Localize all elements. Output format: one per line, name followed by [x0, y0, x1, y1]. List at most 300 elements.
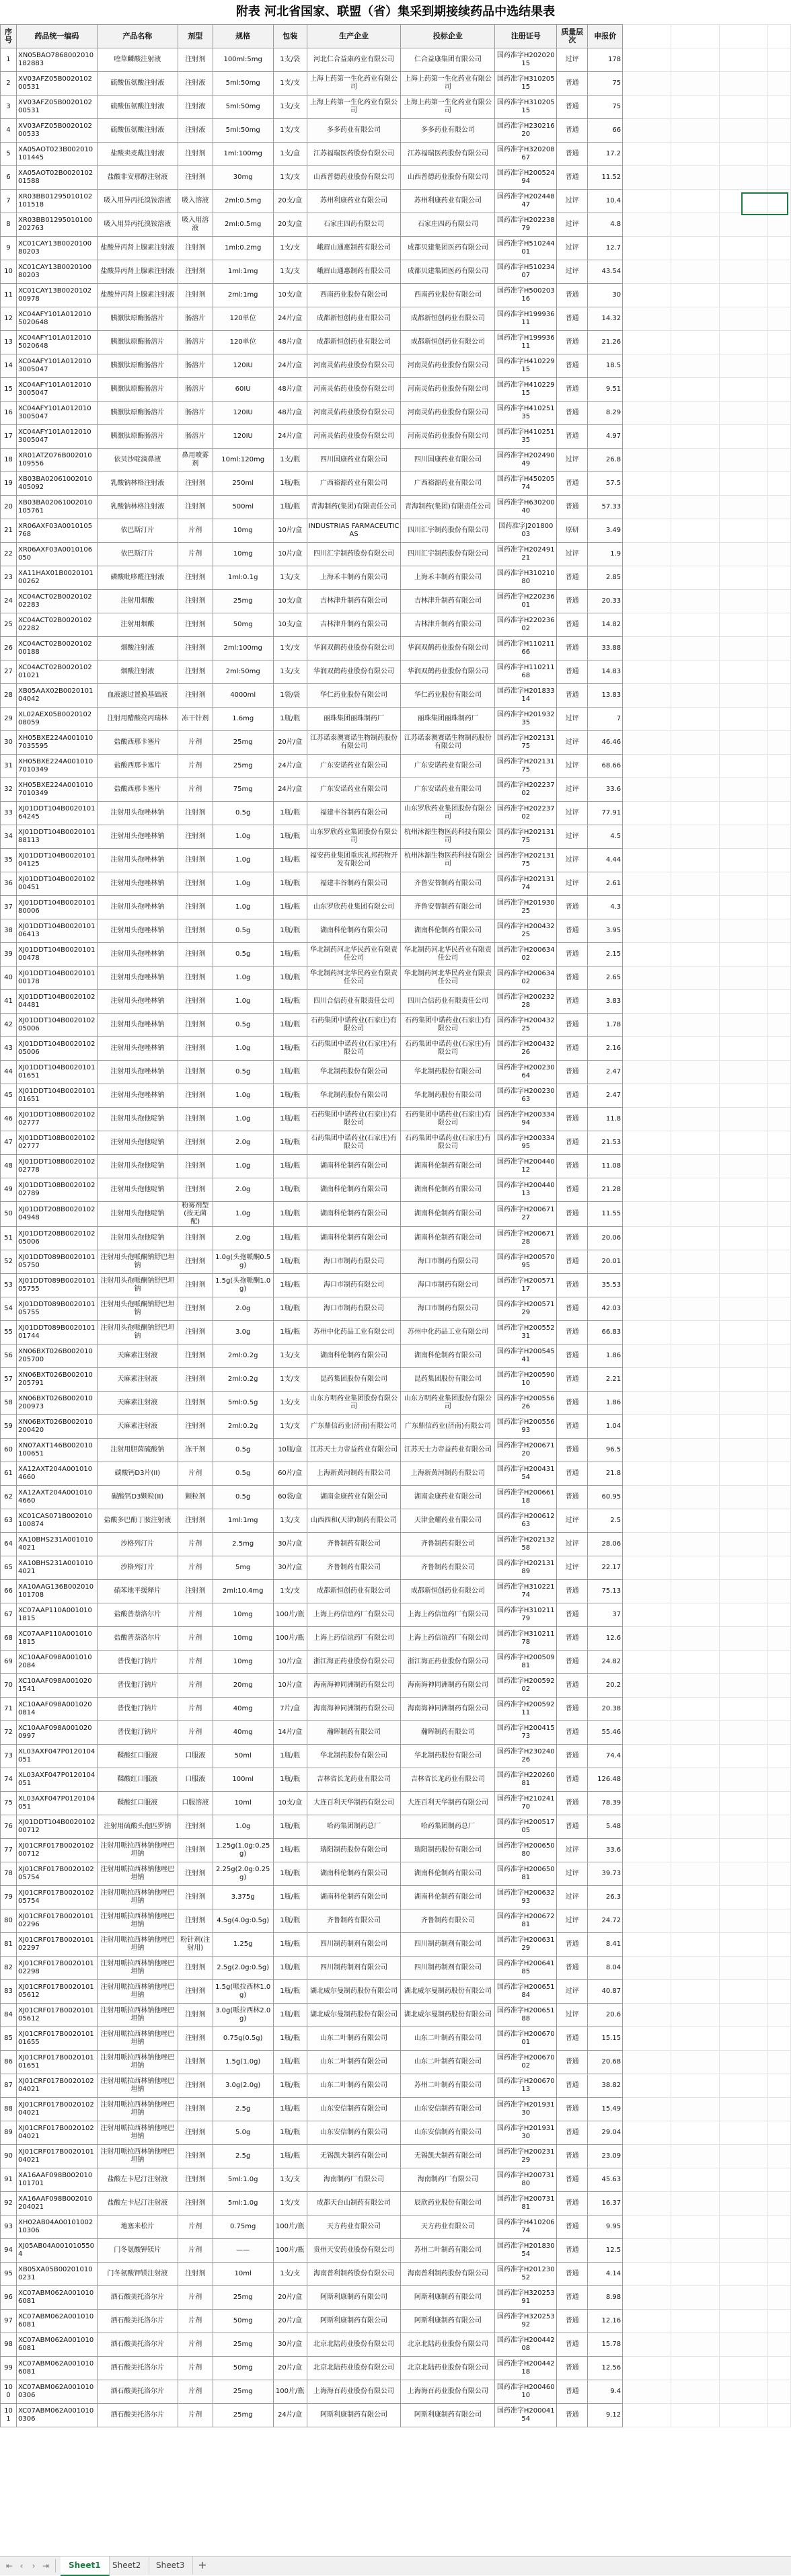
table-cell[interactable]: 11.8	[588, 1108, 623, 1131]
table-cell[interactable]: 国药准字H20043154	[495, 1462, 557, 1486]
empty-cell[interactable]	[767, 119, 790, 143]
empty-cell[interactable]	[719, 1439, 767, 1462]
table-cell[interactable]: 天麻素注射液	[97, 1344, 178, 1368]
table-cell[interactable]: 20片/盒	[273, 2286, 307, 2310]
selected-cell[interactable]	[741, 192, 788, 215]
table-cell[interactable]: 1瓶/瓶	[273, 1084, 307, 1108]
empty-cell[interactable]	[671, 2004, 720, 2027]
empty-cell[interactable]	[623, 72, 671, 96]
table-cell[interactable]: 2.5	[588, 1509, 623, 1533]
table-cell[interactable]: 上海禾丰制药有限公司	[307, 566, 401, 590]
table-cell[interactable]: 4000ml	[213, 684, 273, 708]
table-cell[interactable]: 成都新恒创药业有限公司	[307, 307, 401, 331]
empty-cell[interactable]	[623, 967, 671, 990]
table-cell[interactable]: 1瓶/瓶	[273, 2004, 307, 2027]
empty-cell[interactable]	[719, 2333, 767, 2357]
table-cell[interactable]: 注射剂	[178, 1392, 213, 1415]
table-cell[interactable]: 国药准字H20244847	[495, 190, 557, 213]
table-cell[interactable]: 9.4	[588, 2380, 623, 2404]
table-cell[interactable]: 77	[1, 1839, 17, 1862]
empty-cell[interactable]	[719, 1415, 767, 1439]
table-cell[interactable]: 国药准字H23021620	[495, 119, 557, 143]
empty-cell[interactable]	[623, 1439, 671, 1462]
table-cell[interactable]: 10mg	[213, 1603, 273, 1627]
table-cell[interactable]: 酒石酸美托洛尔片	[97, 2333, 178, 2357]
empty-cell[interactable]	[719, 143, 767, 166]
table-cell[interactable]: 普通	[557, 2051, 588, 2074]
table-cell[interactable]: 2ml:0.5mg	[213, 213, 273, 237]
table-cell[interactable]: 广东安诺药业有限公司	[401, 755, 495, 778]
table-cell[interactable]: 78	[1, 1862, 17, 1886]
table-cell[interactable]: 国药准字H41022915	[495, 378, 557, 402]
table-cell[interactable]: 国药准字H20213189	[495, 1556, 557, 1580]
empty-cell[interactable]	[767, 2357, 790, 2380]
table-cell[interactable]: 14.82	[588, 613, 623, 637]
table-cell[interactable]: XJ01DDT089B002010105750	[16, 1250, 97, 1274]
table-cell[interactable]: 山东二叶制药有限公司	[401, 2027, 495, 2051]
table-cell[interactable]: 44	[1, 1061, 17, 1084]
table-cell[interactable]: 注射剂	[178, 1415, 213, 1439]
table-cell[interactable]: 石药集团中诺药业(石家庄)有限公司	[401, 1108, 495, 1131]
table-cell[interactable]: 注射用烟酸	[97, 613, 178, 637]
table-cell[interactable]: XJ01DDT208B002010205006	[16, 1227, 97, 1250]
empty-cell[interactable]	[767, 613, 790, 637]
table-cell[interactable]: 片剂	[178, 2239, 213, 2263]
table-cell[interactable]: 华北制药股份有限公司	[401, 1084, 495, 1108]
table-cell[interactable]: 过评	[557, 1509, 588, 1533]
table-cell[interactable]: XC07ABM062A0010100306	[16, 2380, 97, 2404]
table-cell[interactable]: 26.3	[588, 1886, 623, 1909]
empty-cell[interactable]	[671, 1933, 720, 1957]
empty-cell[interactable]	[719, 967, 767, 990]
empty-cell[interactable]	[719, 378, 767, 402]
table-cell[interactable]: 注射用头孢他啶钠	[97, 1155, 178, 1178]
empty-cell[interactable]	[671, 143, 720, 166]
table-cell[interactable]: 过评	[557, 48, 588, 72]
table-cell[interactable]: 25mg	[213, 2286, 273, 2310]
table-cell[interactable]: 1袋/袋	[273, 684, 307, 708]
empty-cell[interactable]	[767, 1061, 790, 1084]
table-cell[interactable]: 天麻素注射液	[97, 1392, 178, 1415]
table-cell[interactable]: 注射剂	[178, 2027, 213, 2051]
table-cell[interactable]: 普通	[557, 1321, 588, 1344]
table-cell[interactable]: 华北制药股份有限公司	[307, 1745, 401, 1768]
table-cell[interactable]: 胰激肽原酶肠溶片	[97, 378, 178, 402]
empty-cell[interactable]	[671, 1392, 720, 1415]
table-cell[interactable]: 过评	[557, 825, 588, 849]
table-cell[interactable]: 山西普德药业股份有限公司	[307, 166, 401, 190]
empty-cell[interactable]	[767, 1274, 790, 1297]
table-cell[interactable]: 18	[1, 449, 17, 472]
table-cell[interactable]: XC01CAS071B002010100874	[16, 1509, 97, 1533]
table-cell[interactable]: 注射用哌拉西林钠他唑巴坦钠	[97, 2074, 178, 2098]
empty-cell[interactable]	[719, 684, 767, 708]
table-cell[interactable]: 普通	[557, 2310, 588, 2333]
table-cell[interactable]: 97	[1, 2310, 17, 2333]
empty-cell[interactable]	[767, 284, 790, 307]
empty-cell[interactable]	[767, 2239, 790, 2263]
table-cell[interactable]: 青海制药(集团)有限责任公司	[401, 496, 495, 519]
table-cell[interactable]: 1瓶/瓶	[273, 2027, 307, 2051]
table-cell[interactable]: 100ml:5mg	[213, 48, 273, 72]
table-cell[interactable]: 阿斯利康制药有限公司	[307, 2286, 401, 2310]
table-cell[interactable]: 1	[1, 48, 17, 72]
table-cell[interactable]: XV03AFZ05B002010200533	[16, 119, 97, 143]
table-cell[interactable]: XJ01CRF017B002010102298	[16, 1957, 97, 1980]
table-cell[interactable]: XJ01DDT104B002010200451	[16, 872, 97, 896]
empty-cell[interactable]	[719, 1155, 767, 1178]
table-cell[interactable]: 1瓶/瓶	[273, 2051, 307, 2074]
empty-cell[interactable]	[719, 1037, 767, 1061]
empty-cell[interactable]	[623, 1792, 671, 1815]
table-cell[interactable]: 片剂	[178, 2357, 213, 2380]
table-cell[interactable]: 21.8	[588, 1462, 623, 1486]
table-cell[interactable]: 55.46	[588, 1721, 623, 1745]
table-cell[interactable]: 28.06	[588, 1533, 623, 1556]
table-cell[interactable]: 依巴斯汀片	[97, 519, 178, 543]
table-cell[interactable]: 石药集团中诺药业(石家庄)有限公司	[401, 1037, 495, 1061]
empty-cell[interactable]	[767, 1392, 790, 1415]
table-cell[interactable]: 国药准字H21024170	[495, 1792, 557, 1815]
table-cell[interactable]: 华北制药股份有限公司	[401, 1061, 495, 1084]
empty-cell[interactable]	[719, 778, 767, 802]
empty-cell[interactable]	[719, 402, 767, 425]
table-cell[interactable]: 四川汇宇制药股份有限公司	[401, 543, 495, 566]
empty-cell[interactable]	[671, 967, 720, 990]
table-cell[interactable]: 碳酸钙D3片(II)	[97, 1462, 178, 1486]
table-cell[interactable]: 普通	[557, 2380, 588, 2404]
table-cell[interactable]: 上海上药第一生化药业有限公司	[401, 72, 495, 96]
empty-cell[interactable]	[671, 1297, 720, 1321]
empty-cell[interactable]	[719, 1392, 767, 1415]
table-cell[interactable]: 片剂	[178, 543, 213, 566]
empty-cell[interactable]	[767, 1202, 790, 1227]
table-cell[interactable]: 普伐他汀钠片	[97, 1651, 178, 1674]
empty-cell[interactable]	[767, 1131, 790, 1155]
table-cell[interactable]: 10支/盒	[273, 284, 307, 307]
table-cell[interactable]: 阿斯利康制药有限公司	[401, 2286, 495, 2310]
empty-cell[interactable]	[671, 2192, 720, 2215]
table-cell[interactable]: 注射剂	[178, 613, 213, 637]
table-cell[interactable]: 吉林省长龙药业有限公司	[307, 1768, 401, 1792]
table-cell[interactable]: 43.54	[588, 260, 623, 284]
table-cell[interactable]: 注射用头孢哌酮钠舒巴坦钠	[97, 1321, 178, 1344]
table-cell[interactable]: 上海海百药业股份有限公司	[307, 2380, 401, 2404]
empty-cell[interactable]	[671, 1037, 720, 1061]
table-cell[interactable]: 2.5g	[213, 2145, 273, 2168]
empty-cell[interactable]	[719, 1674, 767, 1698]
table-cell[interactable]: XC01CAY13B002010200978	[16, 284, 97, 307]
table-cell[interactable]: 注射用哌拉西林钠他唑巴坦钠	[97, 1839, 178, 1862]
table-cell[interactable]: 注射用头孢哌酮钠舒巴坦钠	[97, 1297, 178, 1321]
empty-cell[interactable]	[671, 2051, 720, 2074]
table-cell[interactable]: 颗粒剂	[178, 1486, 213, 1509]
table-cell[interactable]: 注射用硫酸头孢匹罗钠	[97, 1815, 178, 1839]
table-cell[interactable]: 注射用哌拉西林钠他唑巴坦钠	[97, 1933, 178, 1957]
table-cell[interactable]: 辰欣药业股份有限公司	[401, 2192, 495, 2215]
table-cell[interactable]: 120IU	[213, 402, 273, 425]
table-cell[interactable]: 普通	[557, 1674, 588, 1698]
table-cell[interactable]: 1瓶/瓶	[273, 1768, 307, 1792]
table-cell[interactable]: 60IU	[213, 378, 273, 402]
table-cell[interactable]: 1.0g	[213, 1084, 273, 1108]
empty-cell[interactable]	[719, 96, 767, 119]
empty-cell[interactable]	[767, 778, 790, 802]
table-cell[interactable]: 10mg	[213, 1651, 273, 1674]
table-cell[interactable]: 上海上药信谊药厂有限公司	[307, 1627, 401, 1651]
table-cell[interactable]: 成都贝建集团医药有限公司	[401, 260, 495, 284]
table-cell[interactable]: 20支/盒	[273, 190, 307, 213]
table-cell[interactable]: 国药准字H20193235	[495, 708, 557, 731]
table-cell[interactable]: 5.0g	[213, 2121, 273, 2145]
empty-cell[interactable]	[767, 1415, 790, 1439]
empty-cell[interactable]	[767, 1957, 790, 1980]
table-cell[interactable]: 1.0g	[213, 1108, 273, 1131]
table-cell[interactable]: 76	[1, 1815, 17, 1839]
table-cell[interactable]: 无锡凯夫制药有限公司	[401, 2145, 495, 2168]
table-cell[interactable]: 山东安信制药有限公司	[401, 2121, 495, 2145]
empty-cell[interactable]	[719, 2004, 767, 2027]
empty-cell[interactable]	[767, 1745, 790, 1768]
empty-cell[interactable]	[623, 1909, 671, 1933]
table-cell[interactable]: 山东二叶制药有限公司	[307, 2074, 401, 2098]
table-cell[interactable]: 120IU	[213, 425, 273, 449]
table-cell[interactable]: 国药准字H20055693	[495, 1415, 557, 1439]
empty-cell[interactable]	[623, 378, 671, 402]
empty-cell[interactable]	[767, 684, 790, 708]
table-cell[interactable]: 吉林津升制药有限公司	[307, 613, 401, 637]
table-cell[interactable]: 丽珠集团丽珠制药厂	[307, 708, 401, 731]
empty-cell[interactable]	[671, 1250, 720, 1274]
table-cell[interactable]: 国药准字H20066118	[495, 1486, 557, 1509]
empty-cell[interactable]	[767, 1556, 790, 1580]
table-cell[interactable]: 华仁药业股份有限公司	[401, 684, 495, 708]
table-cell[interactable]: 78.39	[588, 1792, 623, 1815]
table-cell[interactable]: 普通	[557, 2215, 588, 2239]
empty-cell[interactable]	[719, 1227, 767, 1250]
table-cell[interactable]: 上海海百药业股份有限公司	[401, 2380, 495, 2404]
table-cell[interactable]: 1瓶/瓶	[273, 496, 307, 519]
table-cell[interactable]: 34	[1, 825, 17, 849]
table-cell[interactable]: 国药准字H20033495	[495, 1131, 557, 1155]
table-cell[interactable]: XA11HAX01B002010100262	[16, 566, 97, 590]
table-cell[interactable]: 普通	[557, 1274, 588, 1297]
table-cell[interactable]: 普通	[557, 1227, 588, 1250]
table-cell[interactable]: 盐酸西那卡塞片	[97, 731, 178, 755]
empty-cell[interactable]	[671, 1155, 720, 1178]
table-cell[interactable]: 国药准字H20067002	[495, 2051, 557, 2074]
table-cell[interactable]: 15.49	[588, 2098, 623, 2121]
empty-cell[interactable]	[623, 2263, 671, 2286]
table-cell[interactable]: 注射剂	[178, 2074, 213, 2098]
table-cell[interactable]: 过评	[557, 802, 588, 825]
table-cell[interactable]: 50mg	[213, 613, 273, 637]
table-cell[interactable]: 普通	[557, 1250, 588, 1274]
table-cell[interactable]: 过评	[557, 872, 588, 896]
empty-cell[interactable]	[719, 802, 767, 825]
table-cell[interactable]: 注射剂	[178, 48, 213, 72]
table-cell[interactable]: 广东安诺药业有限公司	[401, 778, 495, 802]
table-cell[interactable]: 北京北陆药业股份有限公司	[401, 2333, 495, 2357]
table-cell[interactable]: 1支/盒	[273, 143, 307, 166]
table-cell[interactable]: 过评	[557, 755, 588, 778]
table-cell[interactable]: 普通	[557, 660, 588, 684]
table-cell[interactable]: 国药准字H20067120	[495, 1439, 557, 1462]
table-cell[interactable]: 19	[1, 472, 17, 496]
table-cell[interactable]: 注射用哌拉西林钠他唑巴坦钠	[97, 1909, 178, 1933]
table-cell[interactable]: 59	[1, 1415, 17, 1439]
table-cell[interactable]: 4.14	[588, 2263, 623, 2286]
table-cell[interactable]: 国药准字H20073181	[495, 2192, 557, 2215]
table-cell[interactable]: 普通	[557, 2074, 588, 2098]
table-cell[interactable]: 注射剂	[178, 2098, 213, 2121]
table-cell[interactable]: 10ml	[213, 1792, 273, 1815]
table-cell[interactable]: 40mg	[213, 1721, 273, 1745]
table-cell[interactable]: 国药准字H20043225	[495, 1014, 557, 1037]
table-cell[interactable]: 52	[1, 1250, 17, 1274]
table-cell[interactable]: 1瓶/瓶	[273, 967, 307, 990]
table-cell[interactable]: 过评	[557, 1862, 588, 1886]
table-cell[interactable]: 21.26	[588, 331, 623, 354]
table-cell[interactable]: 66	[1, 1580, 17, 1603]
table-cell[interactable]: 普伐他汀钠片	[97, 1674, 178, 1698]
table-cell[interactable]: 注射剂	[178, 472, 213, 496]
table-cell[interactable]: 肠溶片	[178, 378, 213, 402]
table-cell[interactable]: 1支/支	[273, 566, 307, 590]
table-cell[interactable]: XA10BHS231A0010104021	[16, 1556, 97, 1580]
table-cell[interactable]: 15.78	[588, 2333, 623, 2357]
table-cell[interactable]: 瑞阳制药股份有限公司	[401, 1839, 495, 1862]
empty-cell[interactable]	[719, 1178, 767, 1202]
empty-cell[interactable]	[719, 1462, 767, 1486]
table-cell[interactable]: 江苏诺泰澳赛诺生物制药股份有限公司	[401, 731, 495, 755]
table-cell[interactable]: 普通	[557, 96, 588, 119]
empty-cell[interactable]	[671, 96, 720, 119]
table-cell[interactable]: 20片/盒	[273, 2310, 307, 2333]
table-cell[interactable]: 注射液	[178, 119, 213, 143]
empty-cell[interactable]	[767, 213, 790, 237]
table-cell[interactable]: 3.95	[588, 919, 623, 943]
table-cell[interactable]: 肠溶片	[178, 354, 213, 378]
empty-cell[interactable]	[623, 1556, 671, 1580]
table-cell[interactable]: 华仁药业股份有限公司	[307, 684, 401, 708]
empty-cell[interactable]	[671, 1014, 720, 1037]
table-cell[interactable]: 峨眉山通惠制药有限公司	[307, 237, 401, 260]
table-cell[interactable]: 国药准字H20249049	[495, 449, 557, 472]
table-cell[interactable]: 1瓶/瓶	[273, 1909, 307, 1933]
empty-cell[interactable]	[719, 496, 767, 519]
table-cell[interactable]: 国药准字H20193130	[495, 2121, 557, 2145]
empty-cell[interactable]	[623, 2239, 671, 2263]
table-cell[interactable]: 96	[1, 2286, 17, 2310]
table-cell[interactable]: 普通	[557, 1627, 588, 1651]
table-cell[interactable]: 0.5g	[213, 1462, 273, 1486]
empty-cell[interactable]	[719, 1721, 767, 1745]
table-cell[interactable]: 湖南科伦制药有限公司	[401, 1886, 495, 1909]
table-cell[interactable]: 48片/盒	[273, 378, 307, 402]
empty-cell[interactable]	[767, 1909, 790, 1933]
table-cell[interactable]: 9	[1, 237, 17, 260]
table-cell[interactable]: 注射液	[178, 96, 213, 119]
empty-cell[interactable]	[719, 1368, 767, 1392]
table-cell[interactable]: 国药准字H19993611	[495, 307, 557, 331]
table-cell[interactable]: 1瓶/瓶	[273, 1155, 307, 1178]
table-cell[interactable]: 注射剂	[178, 1580, 213, 1603]
empty-cell[interactable]	[671, 543, 720, 566]
empty-cell[interactable]	[767, 2310, 790, 2333]
table-cell[interactable]: 1支/袋	[273, 48, 307, 72]
table-cell[interactable]: 14片/盒	[273, 1721, 307, 1745]
table-cell[interactable]: XJ01DDT104B002010188113	[16, 825, 97, 849]
table-cell[interactable]: 1.0g	[213, 967, 273, 990]
empty-cell[interactable]	[767, 2168, 790, 2192]
table-cell[interactable]: 注射剂	[178, 943, 213, 967]
table-cell[interactable]: 4.3	[588, 896, 623, 919]
table-cell[interactable]: 12	[1, 307, 17, 331]
table-cell[interactable]: 普通	[557, 1108, 588, 1131]
empty-cell[interactable]	[671, 872, 720, 896]
empty-cell[interactable]	[767, 354, 790, 378]
table-cell[interactable]: 国药准字H19993611	[495, 331, 557, 354]
table-cell[interactable]: 国药准字H11021166	[495, 637, 557, 660]
table-cell[interactable]: 片剂	[178, 2380, 213, 2404]
empty-cell[interactable]	[671, 566, 720, 590]
empty-cell[interactable]	[671, 1674, 720, 1698]
table-cell[interactable]: 普通	[557, 1462, 588, 1486]
table-cell[interactable]: 片剂	[178, 731, 213, 755]
table-cell[interactable]: XC07AAP110A0010101815	[16, 1603, 97, 1627]
column-header[interactable]: 规格	[213, 25, 273, 48]
table-cell[interactable]: 海口市制药有限公司	[401, 1250, 495, 1274]
table-cell[interactable]: 10mg	[213, 519, 273, 543]
table-cell[interactable]: 4	[1, 119, 17, 143]
empty-cell[interactable]	[719, 1839, 767, 1862]
table-cell[interactable]: 石药集团中诺药业(石家庄)有限公司	[307, 1037, 401, 1061]
table-cell[interactable]: 河南灵佑药业股份有限公司	[401, 402, 495, 425]
empty-cell[interactable]	[719, 1131, 767, 1155]
table-cell[interactable]: 注射剂	[178, 2004, 213, 2027]
table-cell[interactable]: 1支/支	[273, 72, 307, 96]
table-cell[interactable]: 1.0g	[213, 825, 273, 849]
table-cell[interactable]: 93	[1, 2215, 17, 2239]
table-cell[interactable]: 普通	[557, 2333, 588, 2357]
table-cell[interactable]: XJ01CRF017B002010105612	[16, 1980, 97, 2004]
empty-cell[interactable]	[671, 2333, 720, 2357]
table-cell[interactable]: 血液滤过置换基础液	[97, 684, 178, 708]
table-cell[interactable]: 0.5g	[213, 919, 273, 943]
table-cell[interactable]: 2ml:0.5mg	[213, 190, 273, 213]
table-cell[interactable]: 国药准字H20063402	[495, 967, 557, 990]
table-cell[interactable]: 山西四和(天津)制药有限公司	[307, 1509, 401, 1533]
table-cell[interactable]: 峨眉山通惠制药有限公司	[307, 260, 401, 284]
table-cell[interactable]: 10ml:120mg	[213, 449, 273, 472]
table-cell[interactable]: 10支/盒	[273, 613, 307, 637]
empty-cell[interactable]	[719, 1108, 767, 1131]
table-cell[interactable]: 68	[1, 1627, 17, 1651]
table-cell[interactable]: 2ml:0.2g	[213, 1344, 273, 1368]
table-cell[interactable]: 注射剂	[178, 637, 213, 660]
table-cell[interactable]: 1ml:0.2mg	[213, 237, 273, 260]
table-cell[interactable]: 江苏诺泰澳赛诺生物制药股份有限公司	[307, 731, 401, 755]
table-cell[interactable]: 国药准字H41022915	[495, 354, 557, 378]
table-cell[interactable]: 21.28	[588, 1178, 623, 1202]
table-cell[interactable]: 注射剂	[178, 990, 213, 1014]
table-cell[interactable]: 27	[1, 660, 17, 684]
table-cell[interactable]: 普伐他汀钠片	[97, 1721, 178, 1745]
empty-cell[interactable]	[623, 1108, 671, 1131]
table-cell[interactable]: XJ01CRF017B002010200712	[16, 1839, 97, 1862]
table-cell[interactable]: 0.5g	[213, 1061, 273, 1084]
